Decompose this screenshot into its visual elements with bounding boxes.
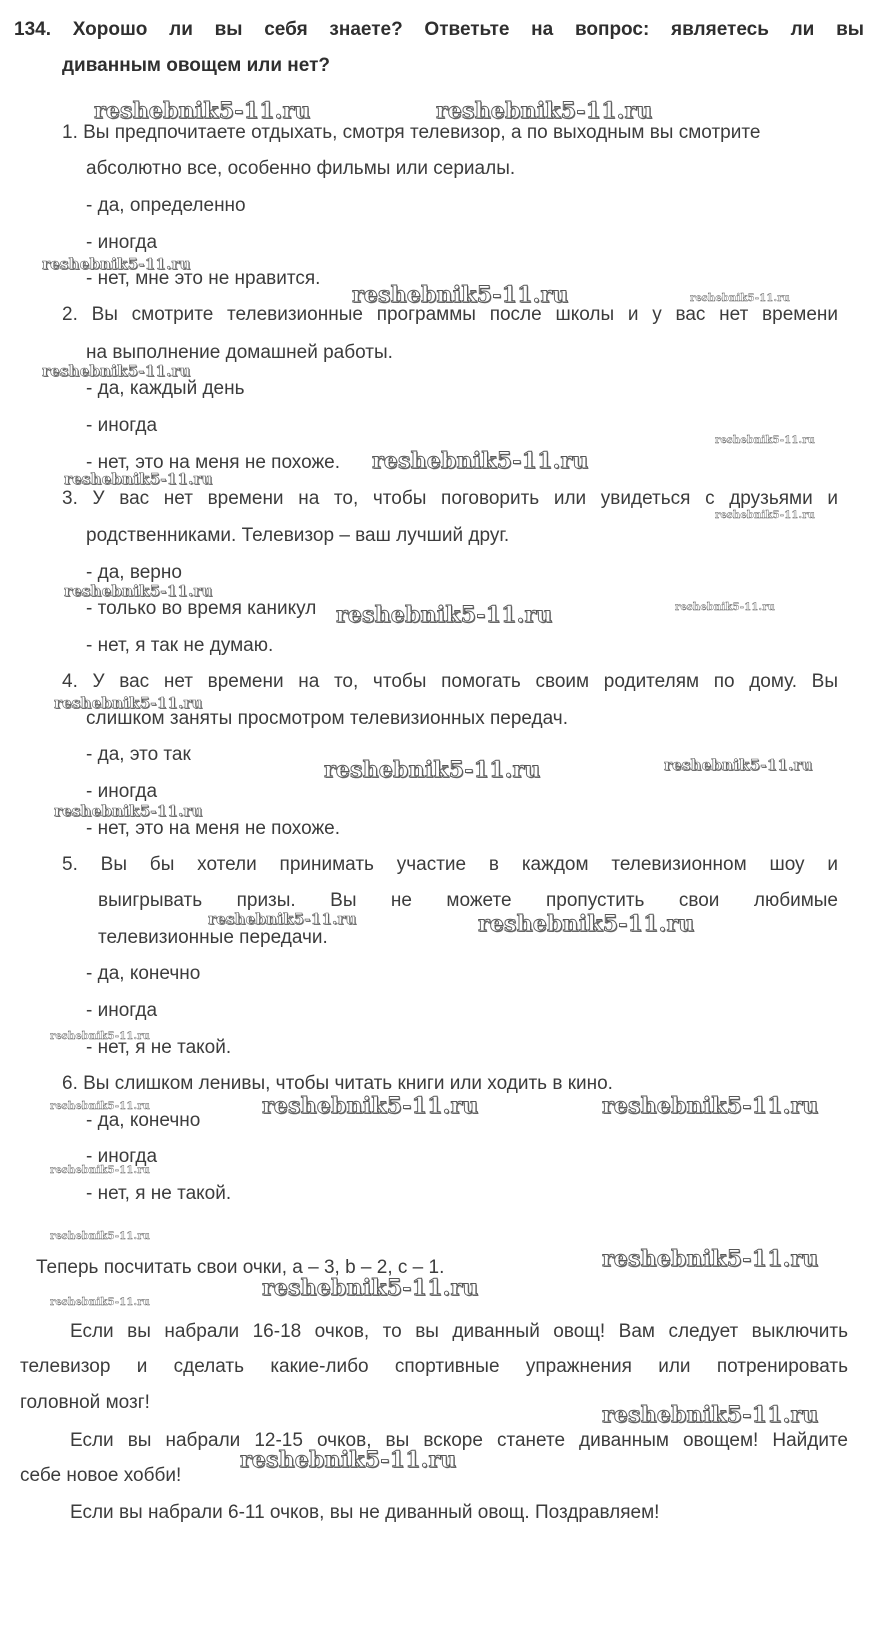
watermark: reshebnik5-11.ru — [602, 1402, 819, 1428]
watermark: reshebnik5-11.ru — [436, 98, 653, 124]
watermark: reshebnik5-11.ru — [602, 1093, 819, 1119]
question-5-option-a: - да, конечно — [86, 963, 201, 984]
question-3-option-c: - нет, я так не думаю. — [86, 635, 274, 656]
task-title-line-1 — [14, 12, 864, 48]
question-1-option-b: - иногда — [86, 232, 158, 253]
watermark: reshebnik5-11.ru — [64, 582, 213, 600]
watermark: reshebnik5-11.ru — [208, 910, 357, 928]
watermark: reshebnik5-11.ru — [50, 1231, 151, 1242]
watermark: reshebnik5-11.ru — [54, 802, 203, 820]
question-1-line-1: 1. Вы предпочитаете отдыхать, смотря телевизор, а по выходным вы смотрите — [62, 122, 761, 143]
scoring-instruction: Теперь посчитать свои очки, a – 3, b – 2, c – 1. — [36, 1257, 445, 1278]
watermark: reshebnik5-11.ru — [42, 362, 191, 380]
task-title-line-2: диванным овощем или нет? — [62, 55, 330, 76]
question-6-line-1: 6. Вы слишком ленивы, чтобы читать книги или ходить в кино. — [62, 1073, 613, 1094]
question-4-option-a: - да, это так — [86, 744, 191, 765]
watermark: reshebnik5-11.ru — [50, 1031, 151, 1042]
question-4-option-b: - иногда — [86, 781, 158, 802]
watermark: reshebnik5-11.ru — [690, 293, 791, 304]
watermark: reshebnik5-11.ru — [42, 255, 191, 273]
result-1-line-3: головной мозг! — [20, 1392, 150, 1413]
question-6-option-a: - да, конечно — [86, 1110, 201, 1131]
watermark: reshebnik5-11.ru — [352, 282, 569, 308]
question-1-option-a: - да, определенно — [86, 195, 246, 216]
watermark: reshebnik5-11.ru — [262, 1275, 479, 1301]
question-4-line-2: слишком заняты просмотром телевизионных передач. — [86, 708, 568, 729]
question-3-line-2: родственниками. Телевизор – ваш лучший друг. — [86, 525, 510, 546]
question-2-option-b: - иногда — [86, 415, 158, 436]
question-2-line-2: на выполнение домашней работы. — [86, 342, 393, 363]
task-heading — [14, 12, 864, 84]
watermark: reshebnik5-11.ru — [324, 757, 541, 783]
watermark: reshebnik5-11.ru — [50, 1101, 151, 1112]
question-3-line-1: 3. У вас нет времени на то, чтобы поговорить или увидеться с друзьями и — [62, 488, 838, 509]
result-3-line-1: Если вы набрали 6-11 очков, вы не диванный овощ. Поздравляем! — [70, 1502, 660, 1523]
question-5-line-1: 5. Вы бы хотели принимать участие в каждом телевизионном шоу и — [62, 854, 838, 875]
question-2-option-a: - да, каждый день — [86, 378, 245, 399]
watermark: reshebnik5-11.ru — [372, 448, 589, 474]
question-6-option-b: - иногда — [86, 1146, 158, 1167]
question-2-line-1: 2. Вы смотрите телевизионные программы после школы и у вас нет времени — [62, 304, 838, 325]
question-5-line-2: выигрывать призы. Вы не можете пропустить свои любимые — [98, 890, 838, 911]
task-title-text-1: Хорошо ли вы себя знаете? Ответьте на вопрос: являетесь ли вы — [72, 19, 864, 40]
watermark: reshebnik5-11.ru — [262, 1093, 479, 1119]
question-5-line-3: телевизионные передачи. — [98, 927, 328, 948]
question-2-option-c: - нет, это на меня не похоже. — [86, 452, 341, 473]
watermark: reshebnik5-11.ru — [94, 98, 311, 124]
question-1-option-c: - нет, мне это не нравится. — [86, 268, 321, 289]
question-4-option-c: - нет, это на меня не похоже. — [86, 818, 341, 839]
question-1-line-2: абсолютно все, особенно фильмы или сериалы. — [86, 158, 516, 179]
watermark: reshebnik5-11.ru — [715, 510, 816, 521]
question-6-option-c: - нет, я не такой. — [86, 1183, 232, 1204]
result-2-line-2: себе новое хобби! — [20, 1465, 182, 1486]
question-3-option-b: - только во время каникул — [86, 598, 317, 619]
question-5-option-b: - иногда — [86, 1000, 158, 1021]
task-number: 134. — [14, 19, 51, 40]
result-1-line-1: Если вы набрали 16-18 очков, то вы диванный овощ! Вам следует выключить — [70, 1321, 848, 1342]
watermark: reshebnik5-11.ru — [675, 602, 776, 613]
watermark: reshebnik5-11.ru — [478, 911, 695, 937]
watermark: reshebnik5-11.ru — [50, 1297, 151, 1308]
watermark: reshebnik5-11.ru — [336, 602, 553, 628]
watermark: reshebnik5-11.ru — [64, 470, 213, 488]
question-3-option-a: - да, верно — [86, 562, 182, 583]
watermark: reshebnik5-11.ru — [602, 1246, 819, 1272]
watermark: reshebnik5-11.ru — [54, 694, 203, 712]
question-4-line-1: 4. У вас нет времени на то, чтобы помогать своим родителям по дому. Вы — [62, 671, 838, 692]
watermark: reshebnik5-11.ru — [50, 1165, 151, 1176]
result-2-line-1: Если вы набрали 12-15 очков, вы вскоре станете диванным овощем! Найдите — [70, 1430, 848, 1451]
question-5-option-c: - нет, я не такой. — [86, 1037, 232, 1058]
watermark: reshebnik5-11.ru — [240, 1447, 457, 1473]
result-1-line-2: телевизор и сделать какие-либо спортивные упражнения или потренировать — [20, 1356, 848, 1377]
watermark: reshebnik5-11.ru — [664, 756, 813, 774]
watermark: reshebnik5-11.ru — [715, 435, 816, 446]
